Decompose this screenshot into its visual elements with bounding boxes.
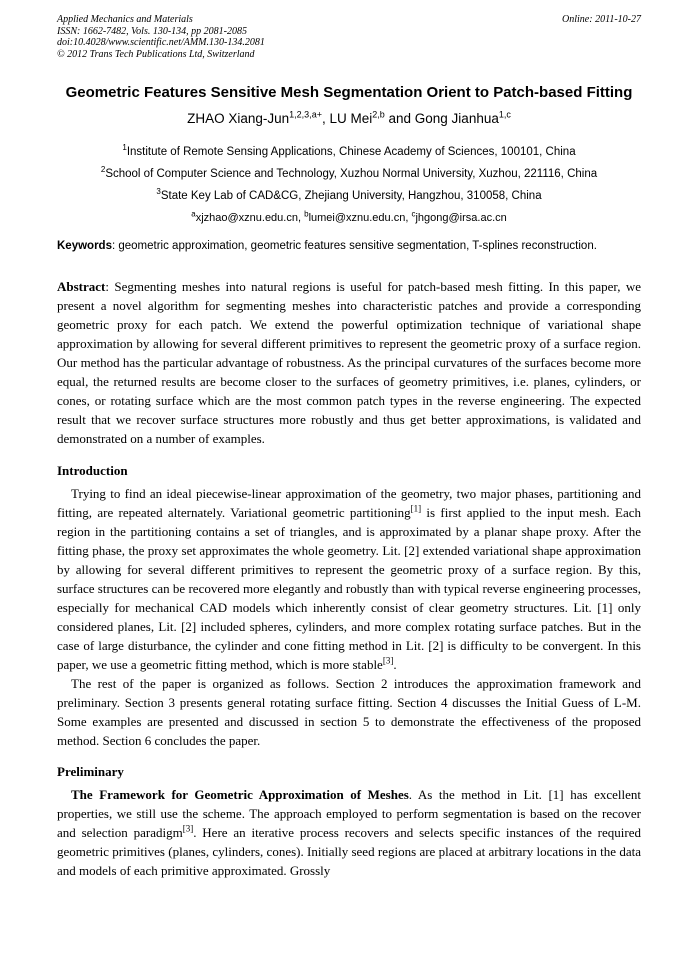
issn-line: ISSN: 1662-7482, Vols. 130-134, pp 2081-2085 — [57, 25, 247, 37]
author-affiliation-marker: 2,b — [372, 109, 385, 120]
authors-line — [57, 110, 641, 127]
author-affiliation-marker: 1,c — [498, 109, 511, 120]
keywords-paragraph — [57, 238, 641, 254]
email-address: lumei@xznu.edu.cn — [308, 212, 406, 224]
copyright-line: © 2012 Trans Tech Publications Ltd, Switzerland — [57, 48, 255, 60]
section-heading-preliminary: Preliminary — [57, 764, 124, 779]
citation-superscript: [3] — [182, 823, 194, 834]
abstract-paragraph — [57, 277, 641, 448]
email-separator: , — [297, 212, 305, 224]
emails-line — [57, 207, 641, 229]
affiliation-text: State Key Lab of CAD&CG, Zhejiang University, Hangzhou, 310058, China — [160, 190, 542, 202]
intro-p1-text: is first applied to the input mesh. Each region in the partitioning contains a set of triangles, and is approximated by a planar shape proxy. After the fitting phase, the proxy set approximates the whole geometry. Lit. [2] extended variational shape approximation by allowing for several different primitives to represent the geometric proxy of a surface region. By this, surface structures can be recovered more elegantly and robustly than with typical reverse engineering processes, especially for mechanical CAD models which inherently consist of clear geometry structures. Lit. [1] only considered planes, Lit. [2] included spheres, cylinders, and more complex rotating surface patches. But in the case of large disturbance, the cylinder and cone fitting method in Lit. [2] is difficulty to be convergent. In this paper, we use a geometric fitting method, which is more stable — [57, 505, 641, 672]
page-content — [57, 0, 641, 880]
author-name — [187, 111, 322, 126]
doi-line: doi:10.4028/www.scientific.net/AMM.130-134.2081 — [57, 37, 265, 48]
intro-p1-text: . — [393, 657, 397, 672]
abstract-label: Abstract — [57, 279, 106, 294]
author-separator: , — [321, 111, 330, 126]
intro-paragraph-1 — [57, 484, 641, 674]
affiliation-marker: 2 — [100, 165, 106, 175]
intro-p1-text: Trying to find an ideal piecewise-linear approximation of the geometry, two major phases, partitioning and fitting, are repeated alternately. Variational geometric partitioning — [57, 486, 641, 520]
affiliation-text: School of Computer Science and Technology, Xuzhou Normal University, Xuzhou, 221116, China — [105, 168, 598, 180]
email-marker: c — [411, 209, 416, 219]
affiliation-text: Institute of Remote Sensing Applications, Chinese Academy of Sciences, 100101, China — [126, 146, 576, 158]
keywords-text: : geometric approximation, geometric features sensitive segmentation, T-splines reconstruction. — [111, 240, 597, 252]
author-name-text: ZHAO Xiang-Jun — [187, 111, 290, 126]
affiliation-marker: 1 — [122, 143, 127, 153]
affiliation-marker: 3 — [156, 187, 161, 197]
preliminary-paragraph-1 — [57, 785, 641, 880]
email-marker: a — [191, 209, 196, 219]
journal-header — [57, 14, 641, 60]
section-heading-introduction: Introduction — [57, 463, 128, 478]
author-name — [415, 111, 511, 126]
author-name — [329, 111, 384, 126]
journal-header-left — [57, 14, 265, 60]
email-separator: , — [405, 212, 412, 224]
affiliation-line — [57, 185, 641, 207]
intro-paragraph-2: The rest of the paper is organized as follows. Section 2 introduces the approximation framework and preliminary. Section 3 presents general rotating surface fitting. Section 4 discusses the Initial Guess of L-M. Some examples are presented and discussed in section 5 to demonstrate the effectiveness of the proposed method. Section 6 concludes the paper. — [57, 676, 641, 748]
citation-superscript: [3] — [382, 655, 394, 666]
preliminary-subheading: The Framework for Geometric Approximation of Meshes — [71, 787, 409, 802]
keywords-label: Keywords — [57, 240, 112, 252]
online-date: Online: 2011-10-27 — [562, 14, 641, 25]
paper-title: Geometric Features Sensitive Mesh Segmentation Orient to Patch-based Fitting — [65, 84, 633, 101]
affiliations-block — [57, 141, 641, 229]
author-affiliation-marker: 1,2,3,a+ — [289, 109, 322, 120]
abstract-text: : Segmenting meshes into natural regions is useful for patch-based mesh fitting. In this paper, we present a novel algorithm for segmenting meshes into characteristic patches and provide a corresponding geometric proxy for each patch. We extend the powerful optimization technique of variational shape approximation by allowing for several different primitives to represent the geometric proxy of a surface region. Our method has the particular advantage of robustness. As the principal curvatures of the surfaces become more equal, the returned results are become closer to the surfaces of geometry primitives, i.e. planes, cylinders, or cones, or rotating surface which are the most common patch types in the reverse engineering. The expected result that we recover surface structures more robustly and thus get better approximations, is validated and demonstrated on a number of examples. — [57, 279, 641, 446]
preliminary-p1-text: . Here an iterative process recovers and selects specific instances of the required geometric primitives (planes, cylinders, cones). Initially seed regions are placed at arbitrary locations in the data and models of each primitive approximated. Grossly — [57, 825, 641, 878]
email-marker: b — [304, 209, 309, 219]
author-separator: and — [384, 111, 415, 126]
preliminary-p1-text: . As the method in Lit. [1] has excellent properties, we still use the scheme. The approach employed to perform segmentation is based on the recover and selection paradigm — [57, 787, 641, 840]
email-address: xjzhao@xznu.edu.cn — [195, 212, 298, 224]
author-name-text: LU Mei — [329, 111, 373, 126]
affiliation-line — [57, 163, 641, 185]
affiliation-line — [57, 141, 641, 163]
journal-name: Applied Mechanics and Materials — [57, 14, 193, 25]
citation-superscript: [1] — [410, 503, 422, 514]
author-name-text: Gong Jianhua — [414, 111, 499, 126]
email-address: jhgong@irsa.ac.cn — [415, 212, 507, 224]
